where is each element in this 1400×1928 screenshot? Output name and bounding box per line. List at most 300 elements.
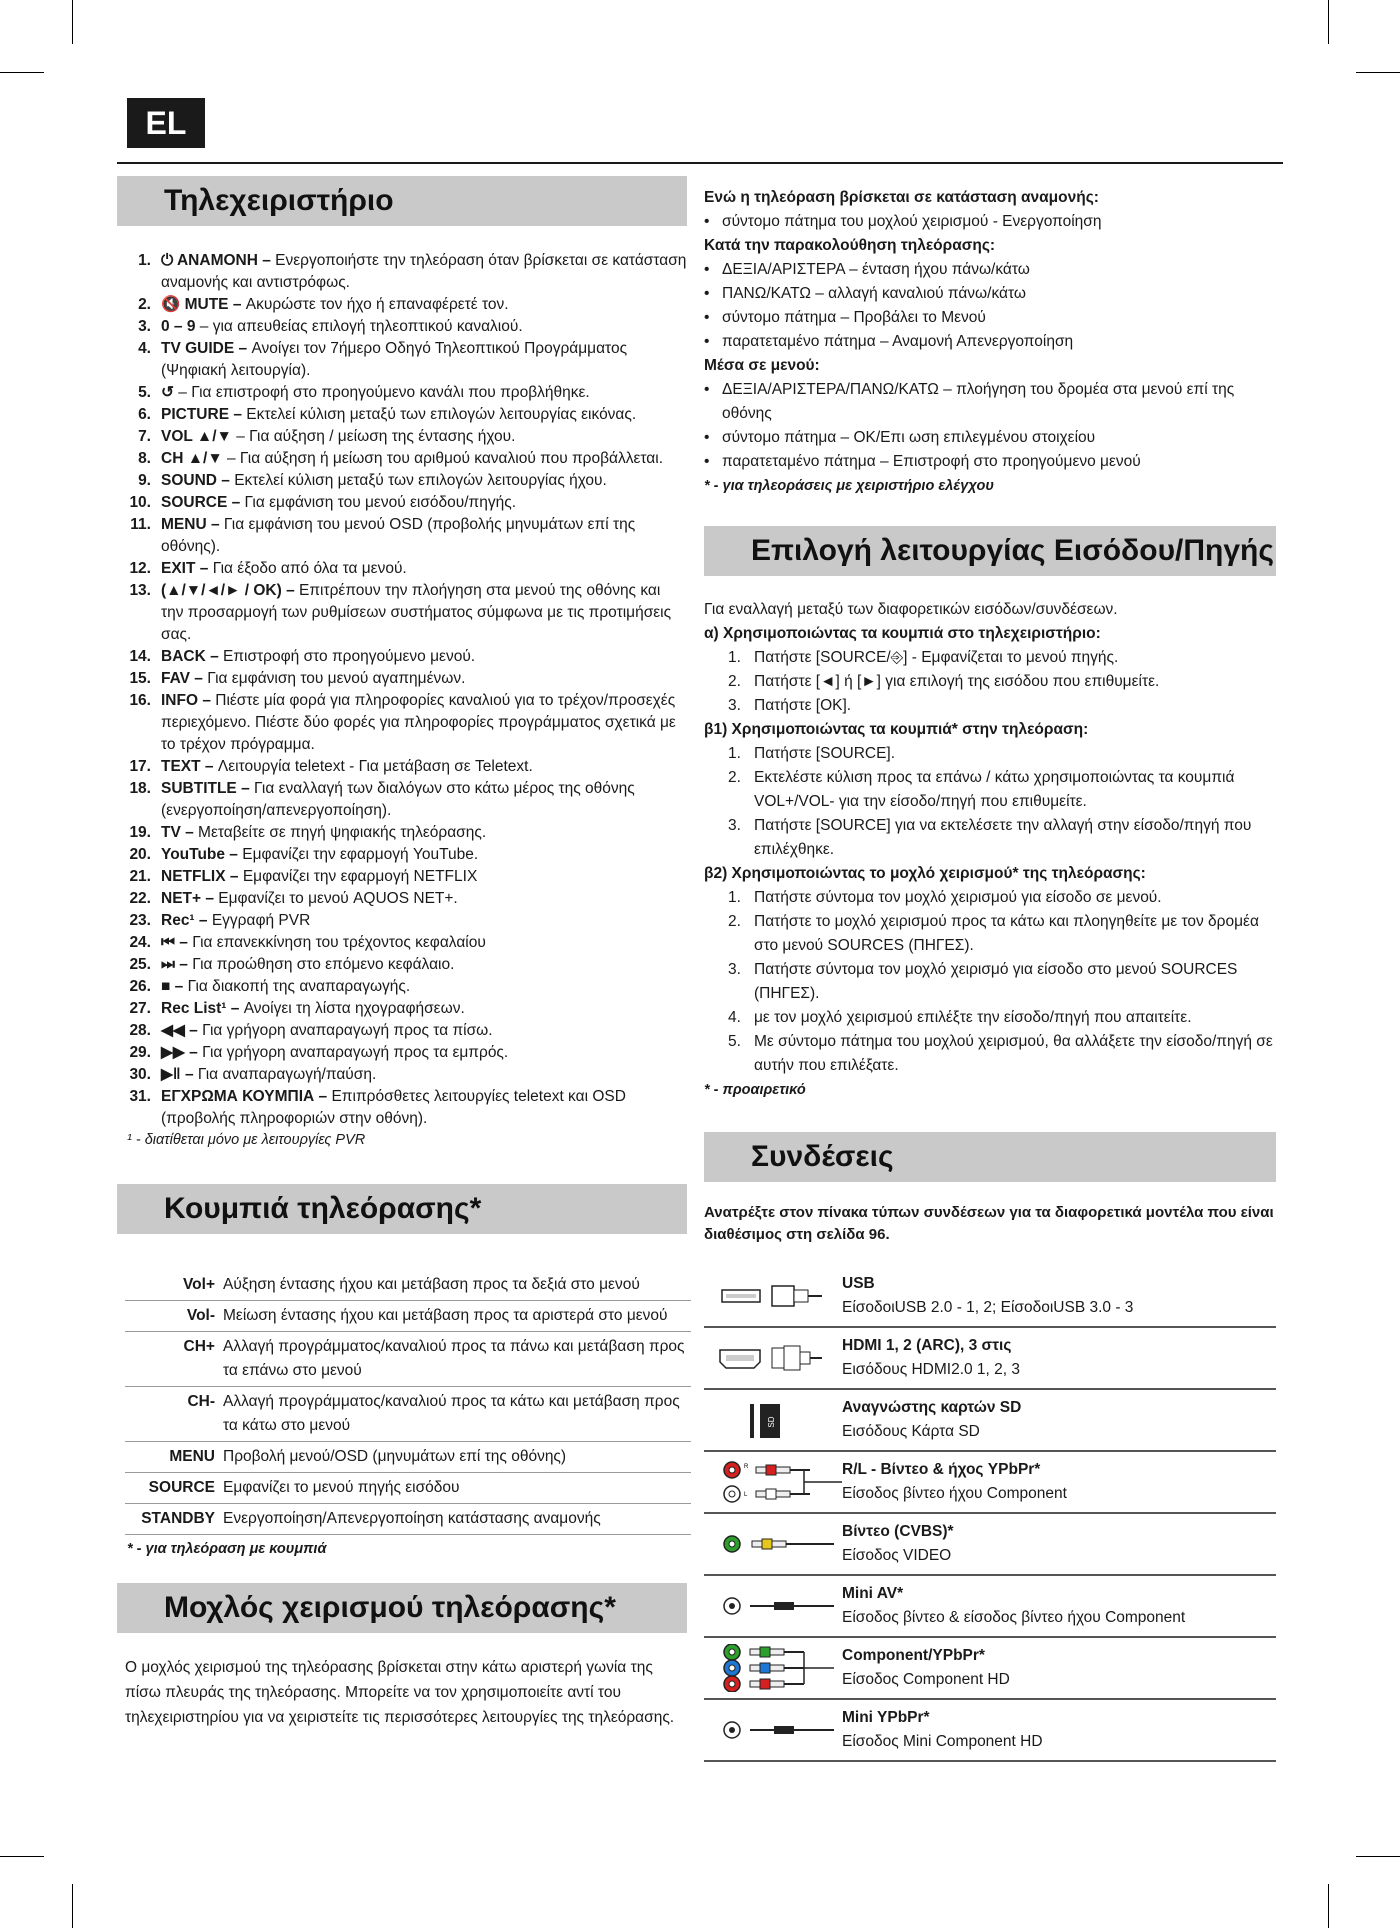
remote-item: [117, 756, 687, 778]
svg-text:R: R: [744, 1464, 749, 1470]
remote-key-description: Για εμφάνιση του μενού εισόδου/πηγής.: [240, 494, 517, 511]
remote-item-number: 13.: [129, 582, 151, 599]
remote-item-text: [161, 976, 687, 998]
remote-item-number: 6.: [138, 406, 151, 423]
connection-row: [704, 1576, 1276, 1638]
remote-item-number: 10.: [129, 494, 151, 511]
remote-item: [117, 1042, 687, 1064]
step-number: 5.: [728, 1033, 741, 1050]
tv-buttons-footnote: * - για τηλεόραση με κουμπιά: [127, 1541, 327, 1557]
bullet-item: [704, 282, 1276, 306]
remote-item: [117, 1086, 687, 1130]
remote-item-number: 11.: [130, 516, 151, 533]
rca-audio-icon: [704, 1458, 842, 1506]
remote-item: [117, 426, 687, 448]
connections-section-title: Συνδέσεις: [704, 1132, 1276, 1182]
remote-key-label: SOUND –: [161, 472, 230, 489]
remote-item-text: [161, 1086, 687, 1130]
watching-heading: Κατά την παρακολούθηση τηλεόρασης:: [704, 237, 996, 254]
connection-row: [704, 1514, 1276, 1576]
bullet-dot: •: [704, 309, 710, 326]
remote-item-number: 25.: [129, 956, 151, 973]
input-b1-steps: [704, 742, 1276, 862]
remote-item-number: 30.: [129, 1066, 151, 1083]
remote-key-label: TV –: [161, 824, 194, 841]
input-footnote: * - προαιρετικό: [704, 1082, 806, 1098]
remote-key-description: Ανοίγει τη λίστα ηχογραφήσεων.: [239, 1000, 465, 1017]
remote-key-description: – για απευθείας επιλογή τηλεοπτικού καναλιού.: [195, 318, 523, 335]
remote-item-text: [161, 756, 687, 778]
bullet-dot: •: [704, 453, 710, 470]
tv-button-function: Αύξηση έντασης ήχου και μετάβαση προς τα δεξιά στο μενού: [223, 1270, 691, 1301]
connection-description: ΕίσοδοιUSB 2.0 - 1, 2; ΕίσοδοιUSB 3.0 - 3: [842, 1299, 1134, 1316]
bullet-item: [704, 330, 1276, 354]
remote-key-description: Λειτουργία teletext - Για μετάβαση σε Teletext.: [213, 758, 533, 775]
bullet-item: [704, 210, 1276, 234]
remote-item-text: [161, 580, 687, 646]
tv-button-key: SOURCE: [125, 1473, 223, 1504]
remote-item: [117, 690, 687, 756]
remote-list: [117, 250, 687, 1130]
remote-item: [117, 448, 687, 470]
step-item: [704, 766, 1276, 814]
connection-row: [704, 1390, 1276, 1452]
bullet-item: [704, 450, 1276, 474]
pvr-footnote: ¹ - διατίθεται μόνο με λειτουργίες PVR: [127, 1132, 366, 1148]
bullet-text: παρατεταμένο πάτημα – Αναμονή Απενεργοποίηση: [722, 333, 1074, 350]
remote-item: [117, 250, 687, 294]
remote-item: [117, 844, 687, 866]
remote-key-label: ↺: [161, 384, 174, 401]
step-text: Πατήστε σύντομα τον μοχλό χειρισμού για είσοδο σε μενού.: [754, 889, 1162, 906]
remote-item-number: 5.: [138, 384, 151, 401]
remote-key-label: PICTURE –: [161, 406, 242, 423]
connection-description: Είσοδος Component HD: [842, 1671, 1010, 1688]
remote-item: [117, 932, 687, 954]
remote-key-description: Ενεργοποιήστε την τηλεόραση όταν βρίσκεται σε κατάσταση αναμονής και αντιστρόφως.: [161, 252, 687, 291]
joystick-operations: [704, 186, 1276, 498]
remote-item: [117, 1020, 687, 1042]
step-text: με τον μοχλό χειρισμού επιλέξτε την είσοδο/πηγή που απαιτείτε.: [754, 1009, 1192, 1026]
bullet-dot: •: [704, 333, 710, 350]
remote-item-number: 20.: [129, 846, 151, 863]
remote-key-label: Rec¹ –: [161, 912, 208, 929]
remote-item-text: [161, 470, 687, 492]
step-number: 3.: [728, 817, 741, 834]
remote-item: [117, 910, 687, 932]
remote-item-number: 18.: [129, 780, 151, 797]
remote-item-number: 19.: [129, 824, 151, 841]
joystick-footnote: * - για τηλεοράσεις με χειριστήριο ελέγχου: [704, 478, 994, 494]
input-b1-heading: β1) Χρησιμοποιώντας τα κουμπιά* στην τηλεόραση:: [704, 721, 1089, 738]
remote-item-text: [161, 1020, 687, 1042]
remote-section-title: Τηλεχειριστήριο: [117, 176, 687, 226]
tv-button-row: [125, 1442, 691, 1473]
remote-item-text: [161, 514, 687, 558]
remote-item-text: [161, 668, 687, 690]
remote-key-label: CH ▲/▼: [161, 450, 223, 467]
mini-ypbpr-icon: [704, 1706, 842, 1754]
svg-text:SD: SD: [767, 1416, 776, 1428]
remote-item: [117, 338, 687, 382]
menu-list: [704, 378, 1276, 474]
step-item: [704, 910, 1276, 958]
remote-key-description: Επιτρέπουν την πλοήγηση στα μενού της οθόνης και την προσαρμογή των ρυθμίσεων συστήματος σύμφωνα με τις προτιμήσεις σας.: [161, 582, 672, 643]
tv-button-key: Vol+: [125, 1270, 223, 1301]
remote-item-text: [161, 778, 687, 822]
remote-item-text: [161, 294, 687, 316]
connection-row: [704, 1700, 1276, 1762]
tv-button-row: [125, 1387, 691, 1442]
bullet-text: ΔΕΞΙΑ/ΑΡΙΣΤΕΡΑ/ΠΑΝΩ/ΚΑΤΩ – πλοήγηση του δρομέα στα μενού επί της οθόνης: [722, 381, 1235, 422]
crop-mark: [0, 1856, 44, 1857]
bullet-item: [704, 378, 1276, 426]
remote-item-text: [161, 1064, 687, 1086]
remote-item: [117, 778, 687, 822]
hdmi-icon: [704, 1334, 842, 1382]
svg-text:L: L: [744, 1492, 748, 1498]
remote-item-number: 9.: [138, 472, 151, 489]
tv-button-function: Αλλαγή προγράμματος/καναλιού προς τα πάνω και μετάβαση προς τα επάνω στο μενού: [223, 1332, 691, 1387]
connections-table: [704, 1266, 1276, 1762]
connection-row: [704, 1266, 1276, 1328]
bullet-dot: •: [704, 261, 710, 278]
left-column: [117, 176, 687, 1730]
remote-key-description: Μεταβείτε σε πηγή ψηφιακής τηλεόρασης.: [193, 824, 487, 841]
remote-item: [117, 668, 687, 690]
remote-key-description: Για εναλλαγή των διαλόγων στο κάτω μέρος της οθόνης (ενεργοποίηση/απενεργοποίηση).: [161, 780, 635, 819]
step-number: 3.: [728, 697, 741, 714]
input-a-heading: α) Χρησιμοποιώντας τα κουμπιά στο τηλεχειριστήριο:: [704, 625, 1101, 642]
remote-item-text: [161, 910, 687, 932]
header-rule: [117, 162, 1283, 164]
remote-key-description: Εκτελεί κύλιση μεταξύ των επιλογών λειτουργίας ήχου.: [229, 472, 607, 489]
remote-key-label: ⏭ –: [161, 956, 188, 973]
step-item: [704, 670, 1276, 694]
remote-item-text: [161, 646, 687, 668]
tv-button-function: Προβολή μενού/OSD (μηνυμάτων επί της οθόνης): [223, 1442, 691, 1473]
right-column: [704, 186, 1276, 1762]
bullet-text: σύντομο πάτημα – ΟΚ/Επι ωση επιλεγμένου στοιχείου: [722, 429, 1096, 446]
input-b2-steps: [704, 886, 1276, 1078]
remote-item: [117, 580, 687, 646]
remote-item-text: [161, 998, 687, 1020]
remote-item-number: 24.: [129, 934, 151, 951]
sd-card-icon: [704, 1396, 842, 1444]
crop-mark: [1356, 1856, 1400, 1857]
remote-key-description: Εμφανίζει το μενού AQUOS NET+.: [213, 890, 458, 907]
connection-name: Component/YPbPr*: [842, 1647, 985, 1664]
step-item: [704, 694, 1276, 718]
remote-key-description: – Για επιστροφή στο προηγούμενο κανάλι που προβλήθηκε.: [174, 384, 590, 401]
remote-item-number: 8.: [138, 450, 151, 467]
remote-item-number: 14.: [129, 648, 151, 665]
remote-item-number: 22.: [129, 890, 151, 907]
tv-button-function: Εμφανίζει το μενού πηγής εισόδου: [223, 1473, 691, 1504]
remote-key-description: – Για αύξηση ή μείωση του αριθμού καναλιού που προβάλλεται.: [222, 450, 664, 467]
remote-item-number: 7.: [138, 428, 151, 445]
connection-text: [842, 1520, 1276, 1568]
step-number: 2.: [728, 673, 741, 690]
remote-key-label: Rec List¹ –: [161, 1000, 240, 1017]
step-text: Πατήστε [SOURCE/⎆] - Εμφανίζεται το μενού πηγής.: [754, 649, 1119, 666]
bullet-item: [704, 426, 1276, 450]
tv-button-row: [125, 1270, 691, 1301]
remote-item-number: 28.: [129, 1022, 151, 1039]
connection-description: Είσοδος βίντεο & είσοδος βίντεο ήχου Component: [842, 1609, 1186, 1626]
step-number: 4.: [728, 1009, 741, 1026]
remote-key-label: FAV –: [161, 670, 203, 687]
connection-row: [704, 1452, 1276, 1514]
tv-button-row: [125, 1504, 691, 1535]
remote-key-description: Ακυρώστε τον ήχο ή επαναφέρετέ τον.: [241, 296, 509, 313]
connection-text: [842, 1272, 1276, 1320]
step-text: Πατήστε [◄] ή [►] για επιλογή της εισόδου που επιθυμείτε.: [754, 673, 1160, 690]
remote-item-text: [161, 316, 687, 338]
connection-name: Βίντεο (CVBS)*: [842, 1523, 954, 1540]
bullet-text: σύντομο πάτημα του μοχλού χειρισμού - Ενεργοποίηση: [722, 213, 1102, 230]
bullet-text: ΔΕΞΙΑ/ΑΡΙΣΤΕΡΑ – ένταση ήχου πάνω/κάτω: [722, 261, 1030, 278]
tv-buttons-table: [125, 1270, 691, 1535]
remote-key-label: ▶▶ –: [161, 1044, 198, 1061]
remote-item: [117, 470, 687, 492]
connection-name: Αναγνώστης καρτών SD: [842, 1399, 1022, 1416]
remote-key-description: Για εμφάνιση του μενού OSD (προβολής μηνυμάτων επί της οθόνης).: [161, 516, 636, 555]
crop-mark: [1356, 72, 1400, 73]
bullet-dot: •: [704, 285, 710, 302]
connection-name: R/L - Βίντεο & ήχος YPbPr*: [842, 1461, 1041, 1478]
step-item: [704, 814, 1276, 862]
remote-item: [117, 294, 687, 316]
remote-key-label: BACK –: [161, 648, 219, 665]
tv-button-row: [125, 1332, 691, 1387]
tv-button-row: [125, 1301, 691, 1332]
remote-item-number: 23.: [129, 912, 151, 929]
remote-key-label: NET+ –: [161, 890, 214, 907]
bullet-item: [704, 306, 1276, 330]
tv-button-key: CH-: [125, 1387, 223, 1442]
remote-key-description: Επιστροφή στο προηγούμενο μενού.: [218, 648, 476, 665]
remote-key-description: Επιπρόσθετες λειτουργίες teletext και OSD (προβολής πληροφοριών στην οθόνη).: [161, 1088, 626, 1127]
component-icon: [704, 1644, 842, 1692]
remote-item-number: 12.: [129, 560, 151, 577]
step-item: [704, 646, 1276, 670]
remote-key-description: Πιέστε μία φορά για πληροφορίες καναλιού για το τρέχον/προσεχές περιεχόμενο. Πιέστε δύο φορές για πληροφορίες προγράμματος σχετικά με το τρέχον πρόγραμμα.: [161, 692, 676, 753]
tv-button-key: CH+: [125, 1332, 223, 1387]
connection-text: [842, 1458, 1276, 1506]
connection-row: [704, 1328, 1276, 1390]
remote-item-text: [161, 426, 687, 448]
connection-text: [842, 1644, 1276, 1692]
remote-item-text: [161, 822, 687, 844]
remote-item-number: 21.: [129, 868, 151, 885]
joystick-description: Ο μοχλός χειρισμού της τηλεόρασης βρίσκεται στην κάτω αριστερή γωνία της πίσω πλευράς της τηλεόρασης. Μπορείτε να τον χρησιμοποιείτε αντί του τηλεχειριστηρίου για να χειριστείτε τις περισσότερες λειτουργίες της τηλεόρασης.: [125, 1659, 675, 1726]
cvbs-icon: [704, 1520, 842, 1568]
connection-name: USB: [842, 1275, 875, 1292]
tv-buttons-section-title: Κουμπιά τηλεόρασης*: [117, 1184, 687, 1234]
menu-heading: Μέσα σε μενού:: [704, 357, 820, 374]
remote-key-description: Για γρήγορη αναπαραγωγή προς τα εμπρός.: [197, 1044, 509, 1061]
connection-description: Εισόδους Κάρτα SD: [842, 1423, 980, 1440]
remote-key-label: TV GUIDE –: [161, 340, 248, 357]
remote-key-label: ◀◀ –: [161, 1022, 198, 1039]
connection-description: Είσοδος βίντεο ήχου Component: [842, 1485, 1067, 1502]
remote-item: [117, 492, 687, 514]
remote-item-text: [161, 492, 687, 514]
remote-key-description: Εκτελεί κύλιση μεταξύ των επιλογών λειτουργίας εικόνας.: [241, 406, 637, 423]
step-text: Πατήστε το μοχλό χειρισμού προς τα κάτω και πλοηγηθείτε με τον δρομέα στο μενού SOURCES (ΠΗΓΕΣ).: [754, 913, 1259, 954]
step-text: Εκτελέστε κύλιση προς τα επάνω / κάτω χρησιμοποιώντας τα κουμπιά VOL+/VOL- για την είσοδο/πηγή που επιθυμείτε.: [754, 769, 1235, 810]
remote-item-text: [161, 888, 687, 910]
bullet-dot: •: [704, 381, 710, 398]
step-text: Πατήστε [SOURCE] για να εκτελέσετε την αλλαγή στην είσοδο/πηγή που επιλέχθηκε.: [754, 817, 1252, 858]
remote-item-text: [161, 558, 687, 580]
language-badge: EL: [127, 98, 205, 148]
crop-mark: [0, 72, 44, 73]
remote-item-text: [161, 844, 687, 866]
tv-button-key: Vol-: [125, 1301, 223, 1332]
remote-key-description: Εγγραφή PVR: [207, 912, 311, 929]
connection-text: [842, 1582, 1276, 1630]
remote-key-description: Για έξοδο από όλα τα μενού.: [208, 560, 407, 577]
remote-key-label: SOURCE –: [161, 494, 241, 511]
tv-button-function: Ενεργοποίηση/Απενεργοποίηση κατάστασης αναμονής: [223, 1504, 691, 1535]
remote-item: [117, 558, 687, 580]
remote-key-label: INFO –: [161, 692, 211, 709]
remote-item: [117, 646, 687, 668]
watching-list: [704, 258, 1276, 354]
remote-key-label: VOL ▲/▼: [161, 428, 232, 445]
connection-text: [842, 1706, 1276, 1754]
remote-key-label: NETFLIX –: [161, 868, 239, 885]
remote-key-description: Για γρήγορη αναπαραγωγή προς τα πίσω.: [197, 1022, 493, 1039]
remote-key-description: Για διακοπή της αναπαραγωγής.: [183, 978, 411, 995]
remote-item-text: [161, 448, 687, 470]
remote-item: [117, 404, 687, 426]
usb-icon: [704, 1272, 842, 1320]
remote-key-label: 0 – 9: [161, 318, 196, 335]
crop-mark: [1328, 1884, 1329, 1928]
remote-item: [117, 998, 687, 1020]
bullet-text: παρατεταμένο πάτημα – Επιστροφή στο προηγούμενο μενού: [722, 453, 1141, 470]
remote-key-description: – Για αύξηση / μείωση της έντασης ήχου.: [231, 428, 516, 445]
connection-text: [842, 1334, 1276, 1382]
remote-item-text: [161, 932, 687, 954]
bullet-text: ΠΑΝΩ/ΚΑΤΩ – αλλαγή καναλιού πάνω/κάτω: [722, 285, 1026, 302]
standby-heading: Ενώ η τηλεόραση βρίσκεται σε κατάσταση αναμονής:: [704, 189, 1099, 206]
step-number: 1.: [728, 649, 741, 666]
crop-mark: [72, 1884, 73, 1928]
remote-item-text: [161, 338, 687, 382]
input-instructions: [704, 598, 1276, 1102]
remote-key-description: Για εμφάνιση του μενού αγαπημένων.: [202, 670, 466, 687]
input-b2-heading: β2) Χρησιμοποιώντας το μοχλό χειρισμού* της τηλεόρασης:: [704, 865, 1146, 882]
remote-key-label: ■ –: [161, 978, 184, 995]
remote-item-number: 27.: [129, 1000, 151, 1017]
connection-description: Εισόδους HDMI2.0 1, 2, 3: [842, 1361, 1021, 1378]
step-number: 1.: [728, 889, 741, 906]
step-item: [704, 1030, 1276, 1078]
remote-item-number: 31.: [129, 1088, 151, 1105]
remote-key-label: (▲/▼/◄/► / OK) –: [161, 582, 295, 599]
bullet-dot: •: [704, 429, 710, 446]
step-text: Πατήστε [OK].: [754, 697, 852, 714]
remote-key-description: Εμφανίζει την εφαρμογή NETFLIX: [238, 868, 478, 885]
remote-key-label: ▶‖ –: [161, 1066, 194, 1083]
connections-intro: Ανατρέξτε στον πίνακα τύπων συνδέσεων για τα διαφορετικά μοντέλα που είναι διαθέσιμος στη σελίδα 96.: [704, 1204, 1274, 1243]
remote-key-description: Για προώθηση στο επόμενο κεφάλαιο.: [187, 956, 455, 973]
remote-item: [117, 888, 687, 910]
step-number: 3.: [728, 961, 741, 978]
remote-key-label: ⏻ ΑΝΑΜΟΝΗ –: [161, 252, 271, 269]
step-text: Με σύντομο πάτημα του μοχλού χειρισμού, θα αλλάξετε την είσοδο/πηγή σε αυτήν που επιλέξατε.: [754, 1033, 1273, 1074]
remote-item-number: 3.: [138, 318, 151, 335]
remote-item-number: 29.: [129, 1044, 151, 1061]
remote-item: [117, 866, 687, 888]
step-number: 2.: [728, 913, 741, 930]
tv-button-key: MENU: [125, 1442, 223, 1473]
remote-item-text: [161, 954, 687, 976]
input-intro: Για εναλλαγή μεταξύ των διαφορετικών εισόδων/συνδέσεων.: [704, 601, 1118, 618]
remote-item-number: 2.: [138, 296, 151, 313]
remote-item-text: [161, 250, 687, 294]
remote-item: [117, 1064, 687, 1086]
connection-row: [704, 1638, 1276, 1700]
remote-item-text: [161, 866, 687, 888]
connection-text: [842, 1396, 1276, 1444]
connection-name: Mini YPbPr*: [842, 1709, 930, 1726]
step-item: [704, 1006, 1276, 1030]
connection-name: HDMI 1, 2 (ARC), 3 στις: [842, 1337, 1012, 1354]
step-item: [704, 958, 1276, 1006]
remote-key-label: ⏮ –: [161, 934, 188, 951]
standby-list: [704, 210, 1276, 234]
crop-mark: [72, 0, 73, 44]
step-item: [704, 742, 1276, 766]
remote-item: [117, 382, 687, 404]
remote-item-number: 26.: [129, 978, 151, 995]
bullet-text: σύντομο πάτημα – Προβάλει το Μενού: [722, 309, 986, 326]
remote-key-label: 🔇 MUTE –: [161, 296, 242, 313]
remote-item: [117, 316, 687, 338]
connection-name: Mini AV*: [842, 1585, 904, 1602]
remote-key-label: MENU –: [161, 516, 220, 533]
step-text: Πατήστε [SOURCE].: [754, 745, 896, 762]
joystick-section-title: Μοχλός χειρισμού τηλεόρασης*: [117, 1583, 687, 1633]
remote-item-text: [161, 382, 687, 404]
remote-key-description: Ανοίγει τον 7ήμερο Οδηγό Τηλεοπτικού Προγράμματος (Ψηφιακή λειτουργία).: [161, 340, 628, 379]
tv-button-key: STANDBY: [125, 1504, 223, 1535]
remote-item-number: 15.: [129, 670, 151, 687]
remote-key-label: YouTube –: [161, 846, 238, 863]
remote-key-label: SUBTITLE –: [161, 780, 250, 797]
remote-key-description: Εμφανίζει την εφαρμογή YouTube.: [237, 846, 479, 863]
step-text: Πατήστε σύντομα τον μοχλό χειρισμό για είσοδο στο μενού SOURCES (ΠΗΓΕΣ).: [754, 961, 1238, 1002]
remote-item-number: 17.: [129, 758, 151, 775]
step-item: [704, 886, 1276, 910]
crop-mark: [1328, 0, 1329, 44]
remote-item-text: [161, 690, 687, 756]
remote-item-text: [161, 1042, 687, 1064]
remote-key-label: TEXT –: [161, 758, 214, 775]
step-number: 2.: [728, 769, 741, 786]
remote-item-number: 1.: [138, 252, 151, 269]
remote-key-description: Για επανεκκίνηση του τρέχοντος κεφαλαίου: [187, 934, 486, 951]
mini-av-icon: [704, 1582, 842, 1630]
tv-button-function: Αλλαγή προγράμματος/καναλιού προς τα κάτω και μετάβαση προς τα κάτω στο μενού: [223, 1387, 691, 1442]
connection-description: Είσοδος Mini Component HD: [842, 1733, 1043, 1750]
remote-key-label: EXIT –: [161, 560, 209, 577]
